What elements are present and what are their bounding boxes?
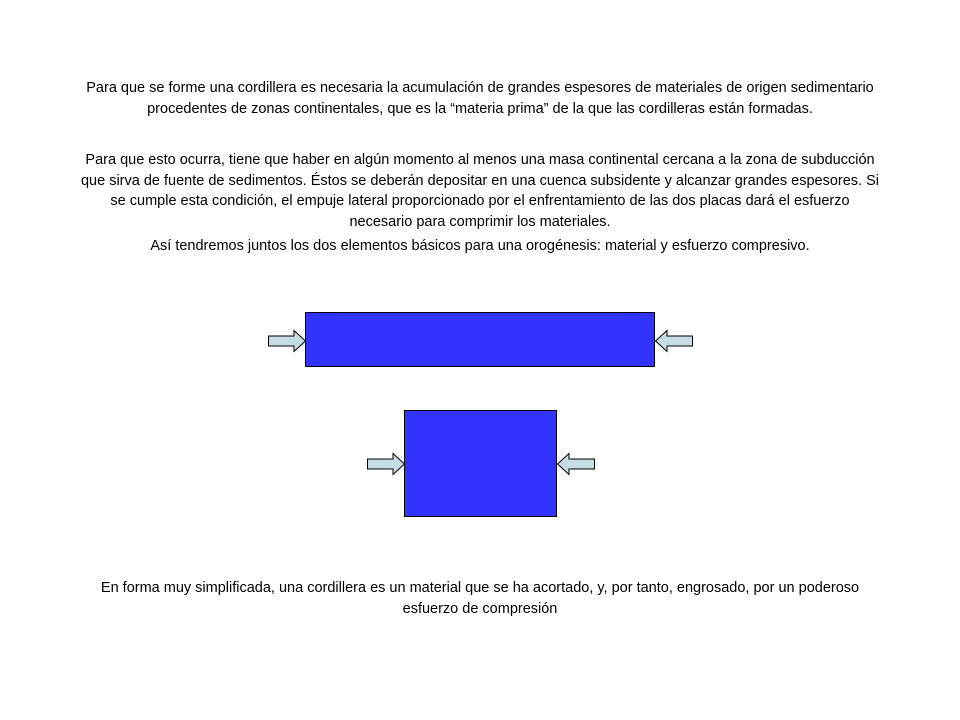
material-block-compressed xyxy=(404,410,557,517)
material-block-original xyxy=(305,312,655,367)
right-arrow-icon xyxy=(268,330,306,352)
right-arrow-icon xyxy=(367,453,405,475)
conclusion-paragraph: Así tendremos juntos los dos elementos básicos para una orogénesis: material y esfuerzo compresivo. xyxy=(150,238,810,254)
left-arrow-icon xyxy=(557,453,595,475)
arrow-shape xyxy=(269,331,306,352)
intro-paragraph: Para que se forme una cordillera es necesaria la acumulación de grandes espesores de materiales de origen sedimentario procedentes de zonas continentales, que es la “materia prima” de la que las cordilleras están formadas. xyxy=(86,80,874,117)
condition-paragraph: Para que esto ocurra, tiene que haber en algún momento al menos una masa continental cercana a la zona de subducción que sirva de fuente de sedimentos. Éstos se deberán depositar en una cuenca subsidente y alcanzar grandes espesores. Si se cumple esta condición, el empuje lateral proporcionado por el enfrentamiento de las dos placas dará el esfuerzo necesario para comprimir los materiales. xyxy=(80,152,879,230)
arrow-shape xyxy=(558,454,595,475)
arrow-shape xyxy=(656,331,693,352)
summary-paragraph: En forma muy simplificada, una cordillera es un material que se ha acortado, y, por tanto, engrosado, por un poderoso esfuerzo de compresión xyxy=(100,580,860,617)
arrow-shape xyxy=(368,454,405,475)
left-arrow-icon xyxy=(655,330,693,352)
